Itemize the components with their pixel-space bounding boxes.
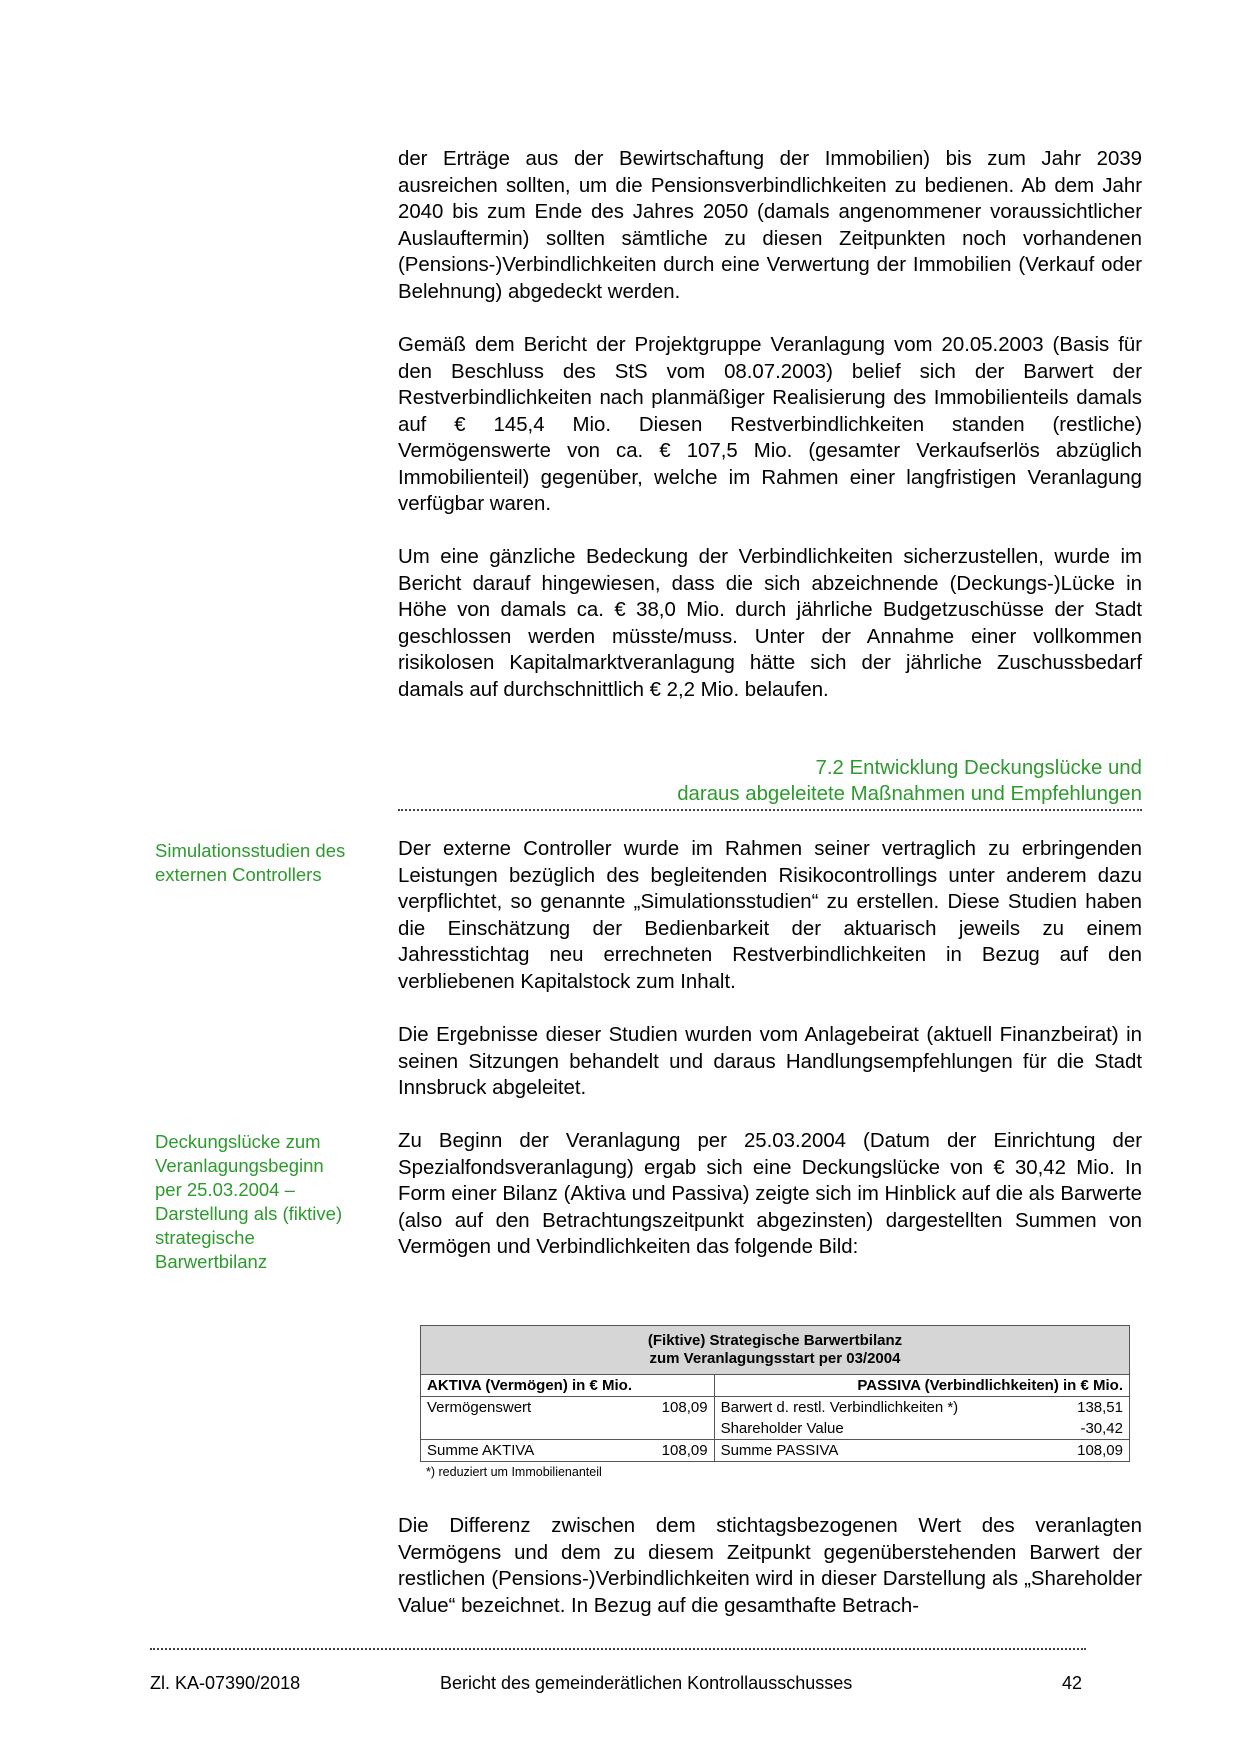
aktiva-value: 108,09 [661, 1399, 708, 1416]
passiva-label: Barwert d. restl. Verbindlichkeiten *) [714, 1397, 1051, 1419]
passiva-header: PASSIVA (Verbindlichkeiten) in € Mio. [714, 1375, 1129, 1397]
paragraph-text: Die Ergebnisse dieser Studien wurden vom Anlagebeirat (aktuell Finanzbeirat) in seinen Sitzungen behandelt und daraus Handlungsempfehlungen für die Stadt Innsbruck abgeleitet. [398, 1024, 1142, 1099]
passiva-value: -30,42 [1080, 1420, 1123, 1437]
sidenote-simulation-studies: Simulationsstudien des externen Controllers [155, 840, 346, 885]
heading-divider [398, 809, 1142, 811]
body-paragraph-6 [398, 1128, 1142, 1261]
table-row [421, 1397, 1130, 1419]
body-paragraph-1 [398, 146, 1142, 305]
aktiva-value [618, 1418, 714, 1440]
table-footnote: *) reduziert um Immobilienanteil [426, 1465, 602, 1479]
body-paragraph-3 [398, 544, 1142, 703]
passiva-value: 138,51 [1077, 1399, 1123, 1416]
footer-title: Bericht des gemeinderätlichen Kontrollausschusses [440, 1673, 853, 1693]
body-paragraph-4 [398, 836, 1142, 995]
passiva-sum-label: Summe PASSIVA [714, 1440, 1051, 1462]
aktiva-sum-value: 108,09 [618, 1440, 714, 1462]
table-row [421, 1418, 1130, 1440]
paragraph-text: der Erträge aus der Bewirtschaftung der Immobilien) bis zum Jahr 2039 ausreichen sollten, um die Pensionsverbindlichkeiten zu bedienen. Ab dem Jahr 2040 bis zum Ende des Jahres 2050 (damals angenommener voraussichtlicher Auslauftermin) sollten sämtliche zu diesen Zeitpunkten noch vorhandenen (Pensions-)Verbindlichkeiten durch eine Verwertung der Immobilien (Verkauf oder Belehnung) abgedeckt werden. [398, 148, 1142, 303]
aktiva-label [421, 1418, 618, 1440]
table-sum-row [421, 1440, 1130, 1462]
table-title-line1: (Fiktive) Strategische Barwertbilanz [647, 1332, 903, 1349]
footer-divider [150, 1648, 1086, 1650]
table-title [421, 1326, 1130, 1375]
balance-sheet-table [420, 1325, 1130, 1462]
body-paragraph-5 [398, 1022, 1142, 1102]
section-heading-line2: daraus abgeleitete Maßnahmen und Empfehlungen [677, 783, 1142, 805]
footer-reference: Zl. KA-07390/2018 [150, 1673, 301, 1693]
aktiva-sum-label: Summe AKTIVA [421, 1440, 618, 1462]
balance-sheet [420, 1325, 1132, 1479]
paragraph-text: Um eine gänzliche Bedeckung der Verbindlichkeiten sicherzustellen, wurde im Bericht darauf hingewiesen, dass die sich abzeichnende (Deckungs-)Lücke in Höhe von damals ca. € 38,0 Mio. durch jährliche Budgetzuschüsse der Stadt geschlossen werden müsste/muss. Unter der Annahme einer vollkommen risikolosen Kapitalmarktveranlagung hätte sich der jährliche Zuschussbedarf damals auf durchschnittlich € 2,2 Mio. belaufen. [398, 546, 1142, 701]
page-number: 42 [1062, 1673, 1083, 1693]
aktiva-label: Vermögenswert [427, 1399, 532, 1416]
aktiva-header: AKTIVA (Vermögen) in € Mio. [421, 1375, 715, 1397]
table-title-line2: zum Veranlagungsstart per 03/2004 [649, 1350, 901, 1367]
paragraph-text: Zu Beginn der Veranlagung per 25.03.2004 (Datum der Einrichtung der Spezialfondsveranlagung) ergab sich eine Deckungslücke von € 30,42 Mio. In Form einer Bilanz (Aktiva und Passiva) zeigte sich im Hinblick auf die als Barwerte (also auf den Betrachtungszeitpunkt abgezinsten) dargestellten Summen von Vermögen und Verbindlichkeiten das folgende Bild: [398, 1130, 1142, 1258]
paragraph-text: Die Differenz zwischen dem stichtagsbezogenen Wert des veranlagten Vermögens und dem zu diesem Zeitpunkt gegenüberstehenden Barwert der restlichen (Pensions-)Verbindlichkeiten wird in dieser Darstellung als „Shareholder Value“ bezeichnet. In Bezug auf die gesamthafte Betrach- [398, 1515, 1142, 1617]
body-paragraph-7 [398, 1513, 1142, 1619]
passiva-label: Shareholder Value [714, 1418, 1051, 1440]
paragraph-text: Der externe Controller wurde im Rahmen seiner vertraglich zu erbringenden Leistungen bezüglich des begleitenden Risikocontrollings unter anderem dazu verpflichtet, so genannte „Simulationsstudien“ zu erstellen. Diese Studien haben die Einschätzung der Bedienbarkeit der aktuarisch jeweils zu einem Jahresstichtag neu errechneten Restverbindlichkeiten in Bezug auf den verbliebenen Kapitalstock zum Inhalt. [398, 838, 1142, 993]
section-heading [398, 755, 1142, 807]
section-heading-line1: 7.2 Entwicklung Deckungslücke und [815, 757, 1142, 779]
body-paragraph-2 [398, 332, 1142, 518]
sidenote-coverage-gap: Deckungslücke zum Veranlagungsbeginn per 25.03.2004 – Darstellung als (fiktive) strategische Barwertbilanz [155, 1131, 343, 1272]
passiva-sum-value: 108,09 [1051, 1440, 1130, 1462]
paragraph-text: Gemäß dem Bericht der Projektgruppe Veranlagung vom 20.05.2003 (Basis für den Beschluss des StS vom 08.07.2003) belief sich der Barwert der Restverbindlichkeiten nach planmäßiger Realisierung des Immobilienteils damals auf € 145,4 Mio. Diesen Restverbindlichkeiten standen (restliche) Vermögenswerte von ca. € 107,5 Mio. (gesamter Verkaufserlös abzüglich Immobilienteil) gegenüber, welche im Rahmen einer langfristigen Veranlagung verfügbar waren. [398, 334, 1142, 515]
